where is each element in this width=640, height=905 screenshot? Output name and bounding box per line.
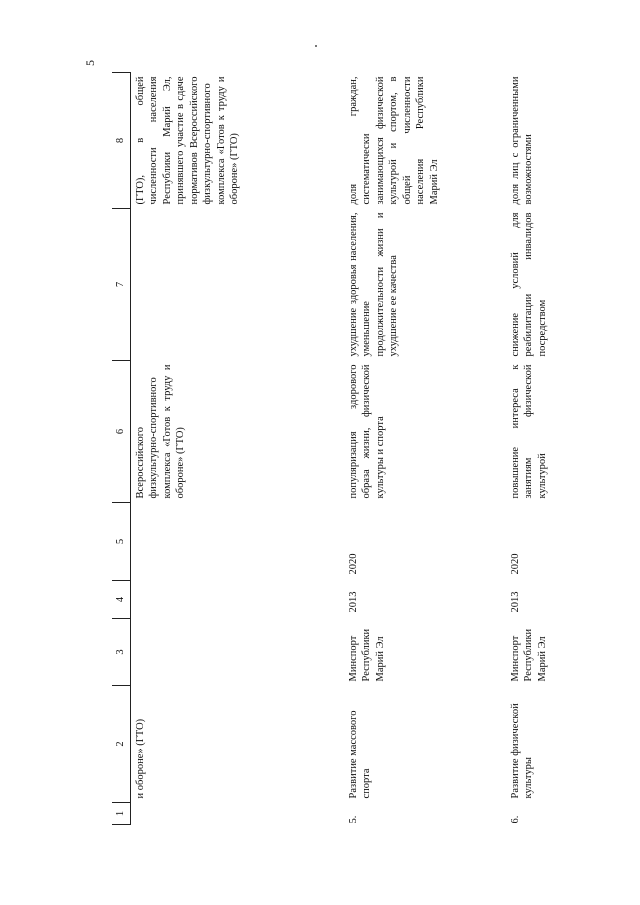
header-cell: 6 bbox=[112, 361, 131, 503]
end-year: 2020 bbox=[510, 553, 521, 575]
expected-result: повышение интереса к занятиям физической культурой bbox=[510, 364, 548, 499]
row-number bbox=[131, 803, 345, 825]
end-year bbox=[131, 503, 345, 581]
program-table bbox=[112, 72, 640, 825]
activity-name: Развитие физической культуры bbox=[510, 703, 535, 799]
executor bbox=[131, 619, 345, 686]
activity-name: Развитие массового спорта bbox=[348, 710, 373, 799]
start-year: 2013 bbox=[348, 591, 359, 613]
activity-name: и обороне» (ГТО) bbox=[135, 718, 146, 799]
indicator: доля граждан, систематически занимающихся физической культурой и спортом, в общей численности населения Республики Марий Эл bbox=[348, 76, 440, 205]
expected-result: популяризация здорового образа жизни, физической культуры и спорта bbox=[348, 364, 386, 499]
table-row bbox=[506, 73, 640, 825]
header-cell: 2 bbox=[112, 686, 131, 803]
start-year: 2013 bbox=[510, 591, 521, 613]
row-number: 6. bbox=[510, 815, 521, 824]
executor: Минспорт Республики Марий Эл bbox=[348, 628, 386, 682]
consequence bbox=[131, 209, 345, 361]
header-cell: 1 bbox=[112, 803, 131, 825]
expected-result: Всероссийского физкультурно-спортивного комплекса «Готов к труду и обороне» (ГТО) bbox=[135, 364, 187, 499]
scan-speck bbox=[315, 45, 317, 47]
header-cell: 4 bbox=[112, 581, 131, 619]
header-cell: 7 bbox=[112, 209, 131, 361]
consequence: снижение условий для реабилитации инвалидов посредством bbox=[510, 212, 548, 357]
start-year bbox=[131, 581, 345, 619]
header-cell: 3 bbox=[112, 619, 131, 686]
table-row bbox=[131, 73, 345, 825]
indicator: доля лиц с ограниченными возможностями bbox=[510, 76, 535, 205]
page-number: 5 bbox=[83, 60, 97, 66]
table-row bbox=[344, 73, 506, 825]
rotated-table-wrapper bbox=[112, 73, 640, 825]
header-row bbox=[112, 73, 131, 825]
consequence: ухудшение здоровья населения, уменьшение продолжительности жизни и ухудшение ее качества bbox=[348, 212, 400, 357]
executor: Минспорт Республики Марий Эл bbox=[510, 628, 548, 682]
row-number: 5. bbox=[348, 815, 359, 824]
end-year: 2020 bbox=[348, 553, 359, 575]
indicator: (ГТО), в общей численности населения Республики Марий Эл, принявшего участие в сдаче нормативов Всероссийского физкультурно-спортивного комплекса «Готов к труду и обороне» (ГТО) bbox=[135, 76, 241, 205]
header-cell: 8 bbox=[112, 73, 131, 209]
header-cell: 5 bbox=[112, 503, 131, 581]
